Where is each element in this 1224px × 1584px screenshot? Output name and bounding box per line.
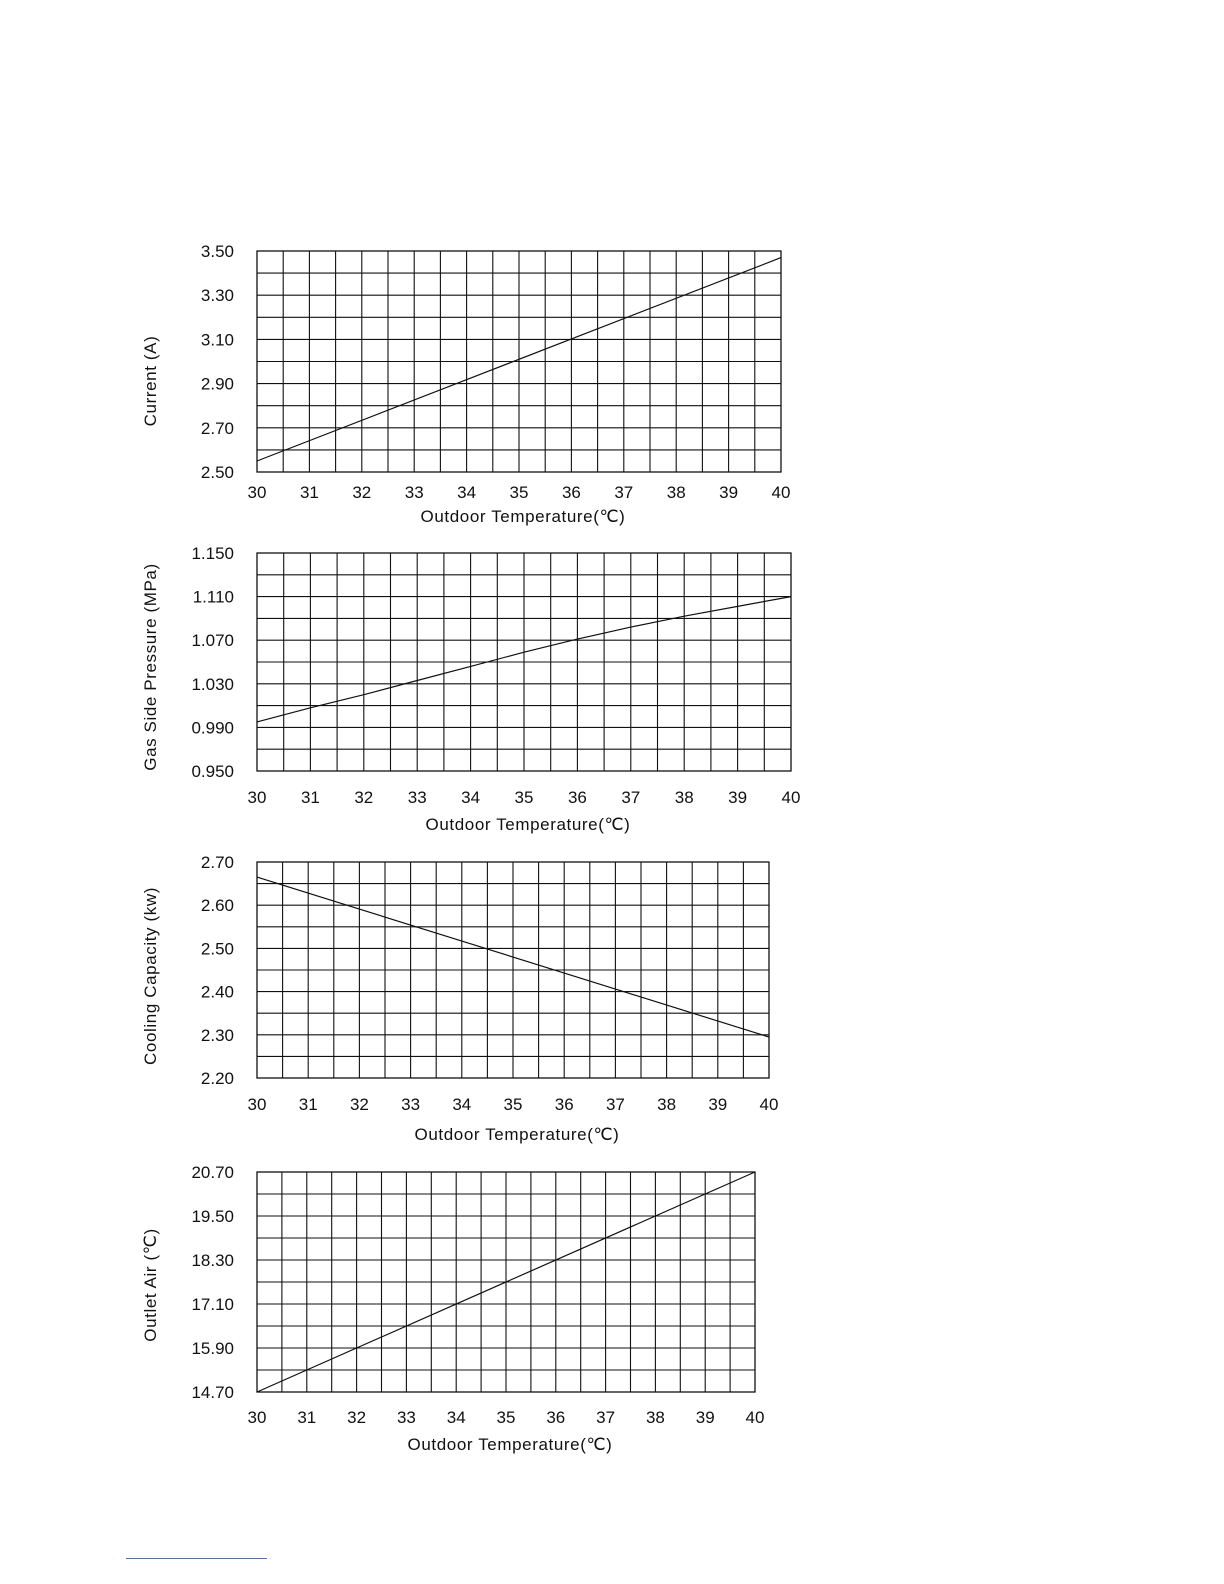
y-axis-title: Cooling Capacity (kw) [141, 887, 160, 1065]
x-tick-label: 30 [247, 1408, 267, 1427]
x-axis-title: Outdoor Temperature(℃) [407, 1435, 613, 1454]
x-tick-label: 38 [674, 788, 694, 807]
y-tick-label: 14.70 [191, 1383, 234, 1402]
x-tick-label: 39 [695, 1408, 715, 1427]
x-tick-label: 31 [299, 483, 319, 502]
x-tick-label: 32 [347, 1408, 367, 1427]
x-tick-label: 34 [461, 788, 481, 807]
y-tick-label: 3.10 [200, 330, 234, 350]
chart-1 [141, 242, 790, 526]
y-tick-label: 18.30 [191, 1251, 234, 1270]
y-tick-label: 2.40 [200, 982, 234, 1002]
y-tick-label: 2.20 [200, 1069, 234, 1088]
y-tick-label: 2.30 [200, 1025, 234, 1045]
x-tick-label: 34 [446, 1408, 466, 1427]
x-tick-label: 40 [771, 483, 791, 502]
x-tick-label: 40 [781, 788, 801, 807]
y-tick-label: 2.50 [200, 463, 234, 482]
x-tick-label: 32 [352, 483, 372, 502]
x-axis-title: Outdoor Temperature(℃) [425, 815, 631, 834]
chart-3 [141, 853, 778, 1144]
x-tick-label: 35 [509, 483, 529, 502]
y-tick-label: 19.50 [191, 1207, 234, 1226]
x-tick-label: 31 [300, 788, 320, 807]
y-tick-label: 2.60 [200, 896, 234, 916]
x-tick-label: 37 [605, 1095, 625, 1114]
y-tick-label: 2.70 [200, 853, 234, 872]
x-tick-label: 36 [561, 483, 581, 502]
x-tick-label: 30 [247, 483, 267, 502]
x-tick-label: 35 [514, 788, 534, 807]
x-tick-label: 39 [719, 483, 739, 502]
y-tick-label: 2.50 [200, 939, 234, 959]
x-tick-label: 37 [596, 1408, 616, 1427]
x-tick-label: 33 [401, 1095, 421, 1114]
x-tick-label: 38 [657, 1095, 677, 1114]
y-tick-label: 1.070 [191, 631, 234, 651]
y-tick-label: 1.150 [191, 544, 234, 563]
x-tick-label: 36 [567, 788, 587, 807]
footer-rule [126, 1558, 267, 1559]
x-tick-label: 30 [247, 1095, 267, 1114]
x-tick-label: 39 [728, 788, 748, 807]
y-tick-label: 17.10 [191, 1295, 234, 1314]
y-tick-label: 1.030 [191, 674, 234, 694]
x-tick-label: 34 [452, 1095, 472, 1114]
y-tick-label: 0.990 [191, 718, 234, 738]
chart-2 [141, 544, 800, 834]
y-axis-title: Current (A) [141, 335, 160, 427]
x-axis-title: Outdoor Temperature(℃) [420, 507, 626, 526]
x-tick-label: 32 [354, 788, 374, 807]
x-axis-title: Outdoor Temperature(℃) [414, 1125, 620, 1144]
y-axis-title: Outlet Air (℃) [141, 1228, 160, 1342]
y-tick-label: 0.950 [191, 762, 234, 781]
x-tick-label: 34 [457, 483, 477, 502]
y-tick-label: 1.110 [192, 587, 234, 607]
y-tick-label: 3.50 [200, 242, 234, 261]
x-tick-label: 40 [759, 1095, 779, 1114]
chart-4 [141, 1163, 764, 1454]
x-tick-label: 37 [614, 483, 634, 502]
x-tick-label: 31 [298, 1095, 318, 1114]
y-tick-label: 3.30 [200, 286, 234, 306]
x-tick-label: 35 [496, 1408, 516, 1427]
x-tick-label: 31 [297, 1408, 317, 1427]
y-tick-label: 2.90 [200, 374, 234, 394]
x-tick-label: 37 [621, 788, 641, 807]
x-tick-label: 30 [247, 788, 267, 807]
x-tick-label: 32 [349, 1095, 369, 1114]
x-tick-label: 33 [407, 788, 427, 807]
x-tick-label: 36 [546, 1408, 566, 1427]
x-tick-label: 35 [503, 1095, 523, 1114]
x-tick-label: 38 [666, 483, 686, 502]
x-tick-label: 39 [708, 1095, 728, 1114]
x-tick-label: 38 [645, 1408, 665, 1427]
y-tick-label: 20.70 [191, 1163, 234, 1182]
y-axis-title: Gas Side Pressure (MPa) [141, 563, 160, 771]
x-tick-label: 36 [554, 1095, 574, 1114]
x-tick-label: 40 [745, 1408, 765, 1427]
x-tick-label: 33 [404, 483, 424, 502]
x-tick-label: 33 [396, 1408, 416, 1427]
y-tick-label: 2.70 [200, 418, 234, 438]
y-tick-label: 15.90 [191, 1339, 234, 1358]
